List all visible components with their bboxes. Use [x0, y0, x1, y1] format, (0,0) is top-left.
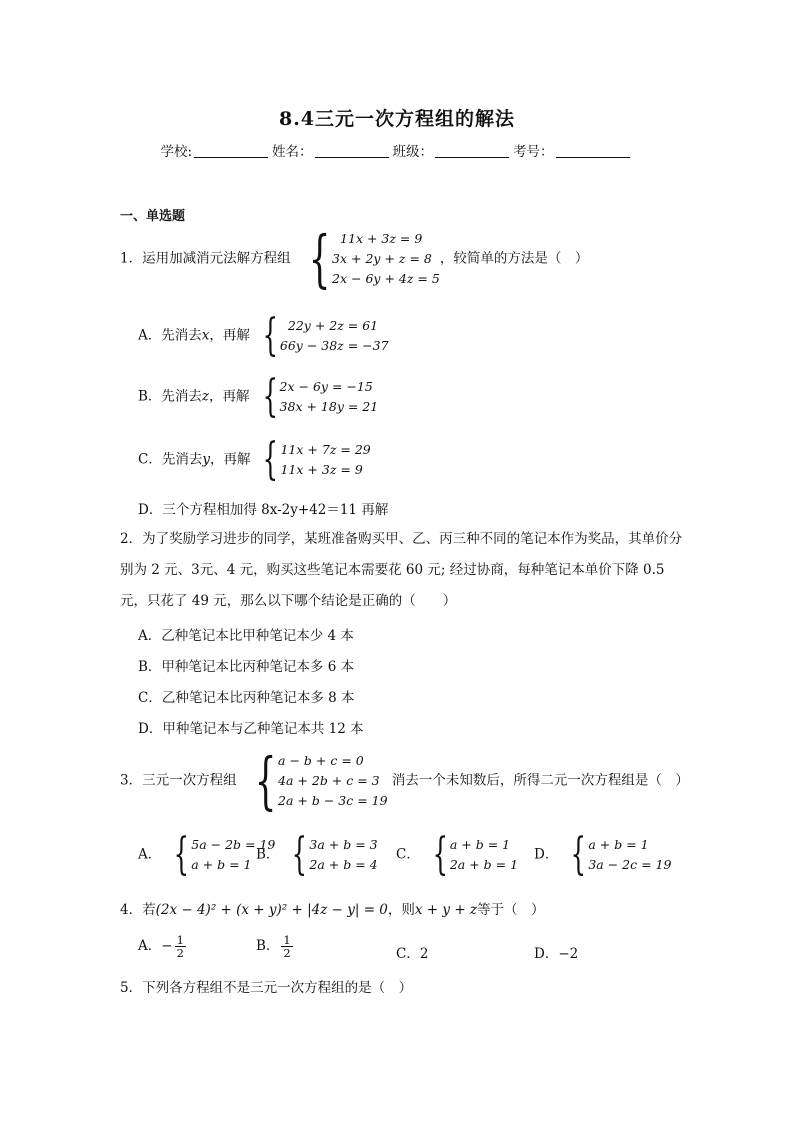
class-blank[interactable]	[435, 144, 509, 158]
section-heading: 一、单选题	[120, 209, 186, 224]
school-blank[interactable]	[194, 144, 268, 158]
class-label: 班级：	[392, 144, 434, 160]
q3-prefix: 3．三元一次方程组	[120, 772, 237, 789]
option-label: B．	[256, 846, 280, 863]
option-var: z	[201, 388, 210, 405]
option-label: D．	[534, 846, 559, 863]
q3-option-d[interactable]	[534, 829, 672, 880]
q1-option-b[interactable]	[138, 371, 379, 422]
eq: 66y − 38z = −37	[279, 338, 389, 353]
q4-prefix: 4．若	[120, 902, 156, 918]
q1-system	[291, 222, 440, 295]
option-mid: ，再解	[209, 327, 250, 344]
eq: 22y + 2z = 61	[287, 318, 379, 333]
fraction	[281, 934, 292, 959]
eq: a + b = 1	[449, 837, 511, 852]
numerator: 1	[283, 933, 291, 947]
option-label: A．	[138, 846, 162, 863]
q4-expression: (2x − 4)² + (x + y)² + |4z − y| = 0	[155, 902, 388, 918]
option-label: A．先消去	[138, 327, 202, 344]
option-var: y	[202, 451, 210, 468]
brace-icon: {	[254, 744, 277, 817]
option-mid: ，再解	[209, 451, 251, 468]
question-1	[120, 222, 589, 295]
q1-eq2: 3x + 2y + z = 8	[332, 251, 432, 266]
school-label: 学校:	[160, 144, 193, 160]
q1-prefix: 1．运用加减消元法解方程组	[120, 250, 291, 267]
q3-system	[237, 744, 388, 817]
q2-option-b[interactable]: B．甲种笔记本比丙种笔记本多 6 本	[138, 659, 355, 675]
q1-option-a[interactable]	[138, 310, 389, 361]
eq: a + b = 1	[588, 837, 649, 852]
option-label: C．先消去	[138, 451, 203, 468]
question-2: 2．为了奖励学习进步的同学，某班准备购买甲、乙、丙三种不同的笔记本作为奖品，其单价分别为 2 元、3元、4 元，购买这些笔记本需要花 60 元; 经过协商，每种笔记本单价下降 0.5 元，只花了 49 元，那么以下哪个结论是正确的（ ）	[120, 531, 683, 609]
brace-icon: {	[292, 829, 308, 880]
eq: 2x − 6y = −15	[279, 379, 373, 394]
eq: 5a − 2b = 19	[191, 837, 276, 852]
numerator: 1	[176, 933, 184, 947]
eq: 3a − 2c = 19	[588, 857, 672, 872]
option-var: x	[201, 327, 210, 344]
question-5: 5．下列各方程组不是三元一次方程组的是（ ）	[120, 980, 413, 996]
name-blank[interactable]	[315, 144, 389, 158]
q4-expression-2: x + y + z	[414, 902, 478, 918]
brace-icon: {	[262, 371, 278, 422]
q3-option-c[interactable]	[396, 829, 519, 880]
brace-icon: {	[570, 829, 587, 880]
q3-suffix: 消去一个未知数后，所得二元一次方程组是（ ）	[387, 772, 689, 789]
q1-option-d[interactable]: D．三个方程相加得 8x-2y+42＝11 再解	[138, 502, 389, 518]
eq: a − b + c = 0	[278, 753, 364, 768]
eq: 11x + 7z = 29	[280, 442, 371, 457]
denominator: 2	[176, 946, 184, 960]
name-label: 姓名：	[272, 144, 313, 160]
q1-suffix: ，较简单的方法是（ ）	[439, 250, 589, 267]
minus-sign: −	[161, 938, 173, 954]
q1-option-c[interactable]	[138, 434, 371, 485]
denominator: 2	[283, 946, 291, 960]
student-info-line	[0, 140, 794, 160]
question-4	[120, 898, 545, 918]
q3-option-b[interactable]	[256, 829, 378, 880]
q1-eq3: 2x − 6y + 4z = 5	[332, 271, 440, 286]
brace-icon: {	[308, 222, 331, 295]
q1-eq1: 11x + 3z = 9	[340, 231, 423, 246]
number-label: 考号：	[513, 144, 554, 160]
eq: 38x + 18y = 21	[279, 399, 379, 414]
q4-option-b[interactable]	[256, 934, 295, 959]
question-3	[120, 744, 689, 817]
brace-icon: {	[432, 829, 448, 880]
brace-icon: {	[263, 434, 279, 485]
number-blank[interactable]	[556, 144, 630, 158]
eq: 2a + b = 4	[309, 857, 378, 872]
option-label: A．	[138, 938, 162, 954]
eq: 2a + b = 1	[449, 857, 519, 872]
eq: a + b = 1	[191, 857, 252, 872]
eq: 2a + b − 3c = 19	[278, 793, 388, 808]
q2-option-a[interactable]: A．乙种笔记本比甲种笔记本少 4 本	[138, 628, 354, 644]
q4-suffix: 等于（ ）	[477, 902, 545, 918]
q4-option-a[interactable]	[138, 934, 188, 959]
option-label: B．先消去	[138, 388, 202, 405]
brace-icon: {	[262, 310, 278, 361]
page-title: 8.4三元一次方程组的解法	[278, 108, 516, 130]
q4-option-c[interactable]: C．2	[396, 946, 429, 962]
fraction	[175, 934, 186, 959]
option-mid: ，再解	[209, 388, 250, 405]
q3-option-a[interactable]	[138, 829, 276, 880]
q2-option-d[interactable]: D．甲种笔记本与乙种笔记本共 12 本	[138, 721, 364, 737]
brace-icon: {	[173, 829, 190, 880]
option-label: B．	[256, 938, 280, 954]
eq: 3a + b = 3	[309, 837, 378, 852]
q2-option-c[interactable]: C．乙种笔记本比丙种笔记本多 8 本	[138, 690, 355, 706]
option-label: C．	[396, 846, 420, 863]
q4-mid: ，则	[387, 902, 415, 918]
q4-option-d[interactable]: D．−2	[534, 946, 579, 962]
eq: 11x + 3z = 9	[280, 462, 363, 477]
eq: 4a + 2b + c = 3	[278, 773, 380, 788]
